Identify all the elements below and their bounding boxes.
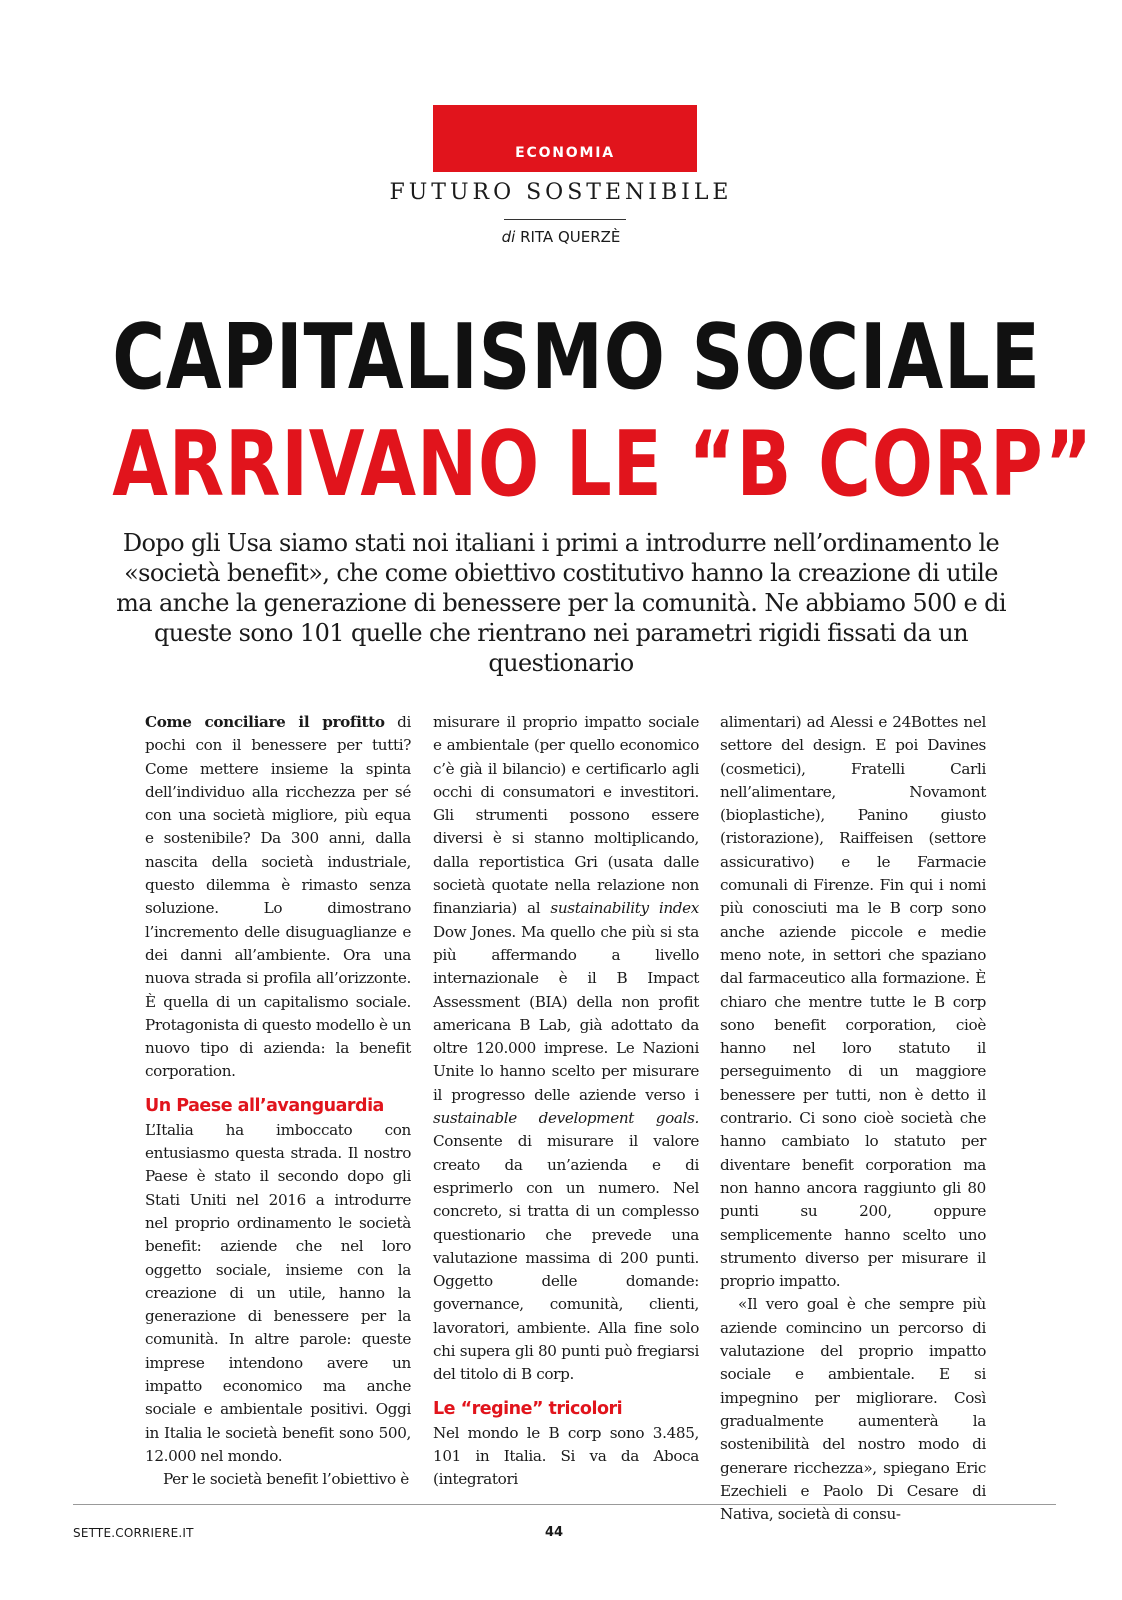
paragraph: alimentari) ad Alessi e 24Bottes nel settore del design. E poi Davines (cosmetici), Fratelli Carli nell’alimentare, Novamont (bioplastiche), Panino giusto (ristorazione), Raiffeisen (settore assicurativo) e le Farmacie comunali di Firenze. Fin qui i nomi più conosciuti ma le B corp sono anche aziende piccole e medie meno note, in settori che spaziano dal farmaceutico alla formazione. È chiaro che mentre tutte le B corp sono benefit corporation, cioè hanno nel loro statuto il perseguimento di un maggiore benessere per tutti, non è detto il contrario. Ci sono cioè società che hanno cambiato lo statuto per diventare benefit corporation ma non hanno ancora raggiunto gli 80 punti su 200, oppure semplicemente hanno scelto uno strumento diverso per misurare il proprio impatto. (720, 713, 986, 1291)
byline (0, 228, 1122, 246)
byline-prefix: di (501, 228, 516, 246)
article-dek: Dopo gli Usa siamo stati noi italiani i primi a introdurre nell’ordinamento le «società benefit», che come obiettivo costitutivo hanno la creazione di utile ma anche la generazione di benessere per la comunità. Ne abbiamo 500 e di queste sono 101 quelle che rientrano nei parametri rigidi fissati da un questionario (116, 529, 1006, 677)
body-column-2 (433, 711, 699, 1492)
italic-term: sustainability index (550, 899, 699, 918)
section-kicker-box (433, 105, 697, 172)
column-name: FUTURO SOSTENIBILE (389, 180, 733, 205)
paragraph: L’Italia ha imboccato con entusiasmo questa strada. Il nostro Paese è stato il secondo dopo gli Stati Uniti nel 2016 a introdurre nel proprio ordinamento le società benefit: aziende che nel loro oggetto sociale, insieme con la creazione di un utile, hanno la generazione di benessere per la comunità. In altre parole: queste imprese intendono avere un impatto economico ma anche sociale e ambientale positivi. Oggi in Italia le società benefit sono 500, 12.000 nel mondo. (145, 1120, 411, 1465)
paragraph: Nel mondo le B corp sono 3.485, 101 in Italia. Si va da Aboca (integratori (433, 1423, 699, 1489)
paragraph-text: Consente di misurare il valore creato da un’azienda e di esprimerlo con un numero. Nel concreto, si tratta di un complesso questionario che prevede una valutazione massima di 200 punti. Oggetto delle domande: governance, comunità, clienti, lavoratori, ambiente. Alla fine solo chi supera gli 80 punti può fregiarsi del titolo di B corp. (433, 1132, 699, 1384)
column-divider (504, 219, 626, 220)
paragraph (145, 711, 411, 1084)
paragraph: Per le società benefit l’obiettivo è (163, 1470, 409, 1489)
paragraph-text: di pochi con il benessere per tutti? Come mettere insieme la spinta dell’individuo alla ricchezza per sé con una società migliore, più equa e sostenibile? Da 300 anni, dalla nascita della società industriale, questo dilemma è rimasto senza soluzione. Lo dimostrano l’incremento delle disuguaglianze e dei danni all’ambiente. Ora una nuova strada si profila all’orizzonte. È quella di un capitalismo sociale. Protagonista di questo modello è un nuovo tipo di azienda: la benefit corporation. (145, 713, 411, 1081)
author-name: RITA QUERZÈ (520, 228, 621, 246)
paragraph-text: misurare il proprio impatto sociale e ambientale (per quello economico c’è già il bilancio) e certificarlo agli occhi di consumatori e investitori. Gli strumenti possono essere diversi è si stanno moltiplicando, dalla reportistica Gri (usata dalle società quotate nella relazione non finanziaria) al (433, 713, 699, 918)
headline-line-1: CAPITALISMO SOCIALE (112, 305, 1041, 410)
subhead-paese: Un Paese all’avanguardia (145, 1095, 384, 1116)
page-number: 44 (545, 1525, 564, 1540)
section-kicker: ECONOMIA (515, 145, 615, 161)
paragraph: «Il vero goal è che sempre più aziende comincino un percorso di valutazione del proprio impatto sociale e ambientale. E si impegnino per migliorare. Così gradualmente aumenterà la sostenibilità del nostro modo di generare ricchezza», spiegano Eric Ezechieli e Paolo Di Cesare di Nativa, società di consu- (720, 1295, 986, 1524)
footer-site: SETTE.CORRIERE.IT (73, 1526, 194, 1540)
headline-line-2: ARRIVANO LE “B CORP” (112, 412, 1094, 517)
paragraph (433, 711, 699, 1387)
subhead-regine: Le “regine” tricolori (433, 1398, 623, 1419)
body-column-1 (145, 711, 411, 1492)
footer-divider (73, 1504, 1056, 1505)
body-column-3 (720, 711, 986, 1526)
italic-term: sustainable development goals. (433, 1109, 699, 1128)
paragraph-text: Dow Jones. Ma quello che più si sta più affermando a livello internazionale è il B Impact Assessment (BIA) della non profit americana B Lab, già adottato da oltre 120.000 imprese. Le Nazioni Unite lo hanno scelto per misurare il progresso delle aziende verso i (433, 922, 699, 1104)
lead-in: Come conciliare il profitto (145, 713, 385, 731)
